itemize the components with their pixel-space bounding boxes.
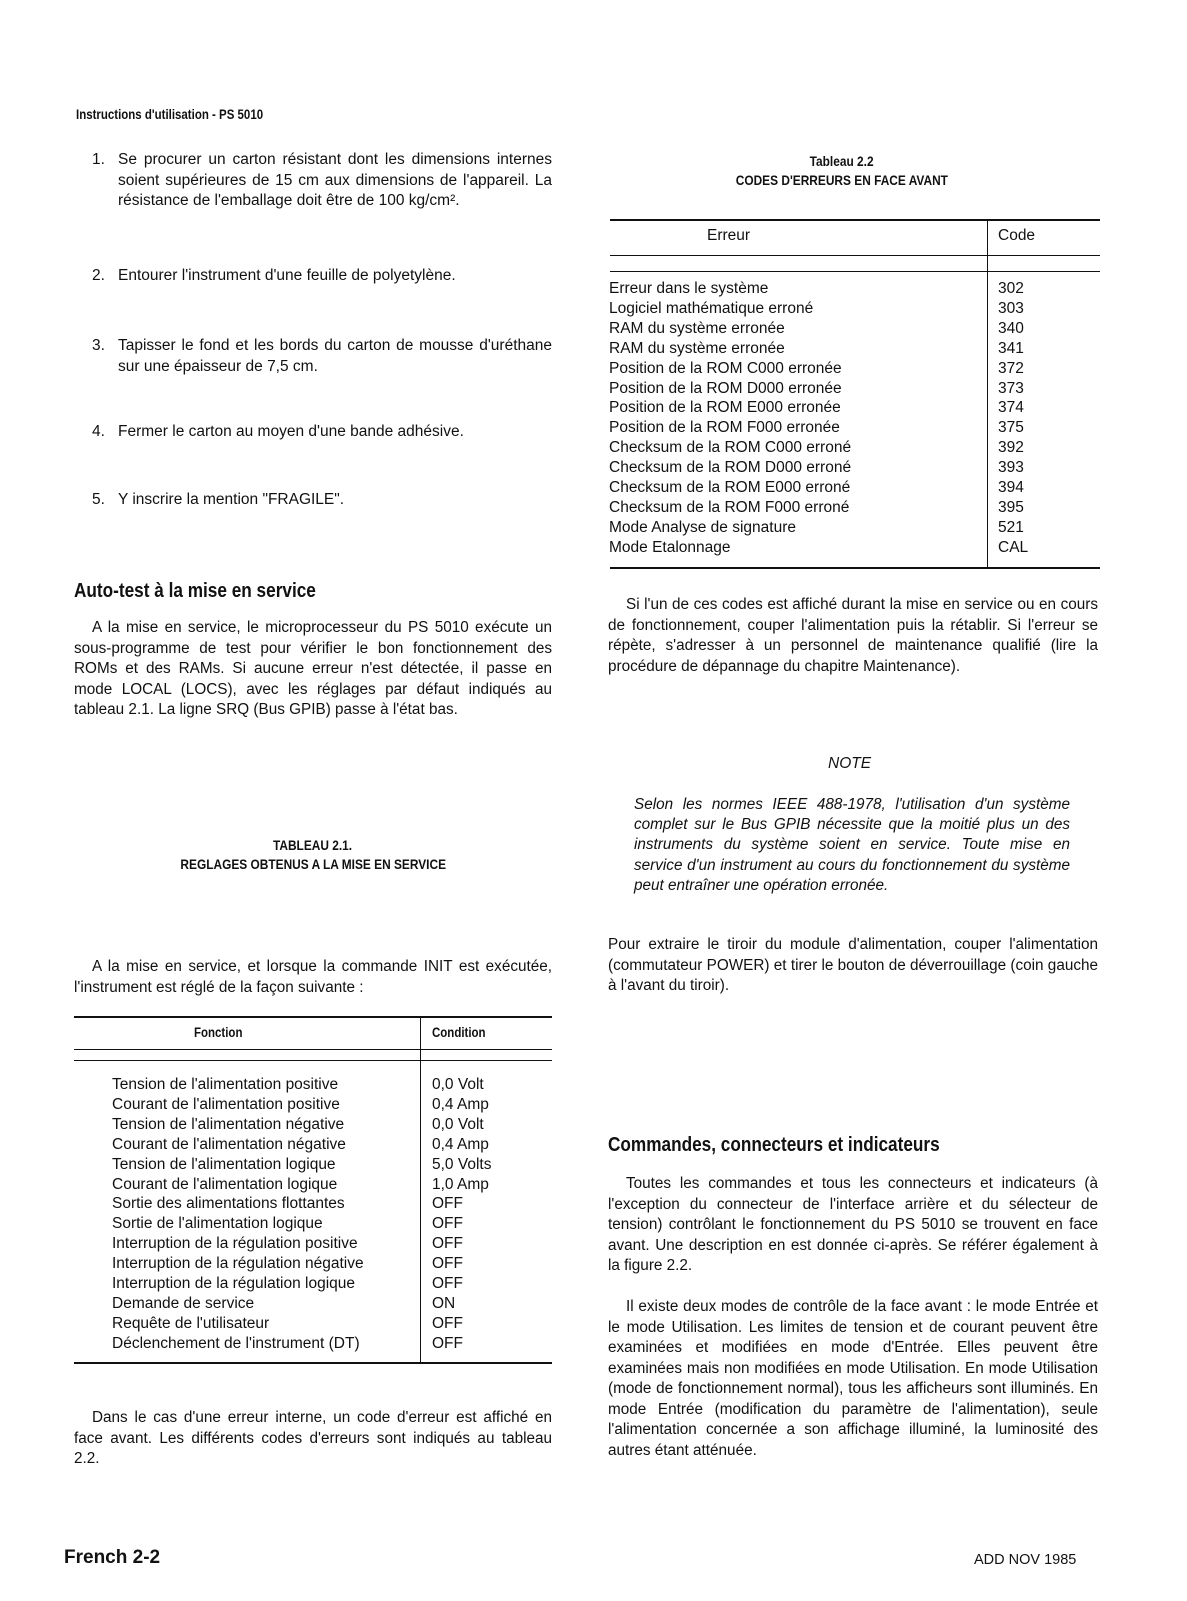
table-cell: 393	[998, 459, 1024, 477]
table-row: Sortie de l'alimentation logique	[112, 1215, 323, 1233]
table22-header-rule2	[610, 271, 1100, 272]
table-row: Tension de l'alimentation logique	[112, 1155, 336, 1173]
table-row: Mode Etalonnage	[609, 538, 731, 556]
step-text: Tapisser le fond et les bords du carton de mousse d'uréthane sur une épaisseur de 7,5 cm.	[118, 337, 552, 375]
table-cell: OFF	[432, 1215, 463, 1233]
table22-caption-line2: CODES D'ERREURS EN FACE AVANT	[735, 172, 949, 188]
step-text: Se procurer un carton résistant dont les dimensions internes soient supérieures de 15 cm aux dimensions de l'appareil. La résistance de l'emballage doit être de 100 kg/cm².	[118, 151, 552, 209]
page-number: French 2-2	[64, 1547, 161, 1568]
table-cell: OFF	[432, 1235, 463, 1253]
commandes-paragraph-2: Il existe deux modes de contrôle de la face avant : le mode Entrée et le mode Utilisation. Les limites de tension et de courant peuvent être examinées et modifiées en mode d'Entrée. Elles peuvent être examinées mais non modifiées en mode Utilisation. En mode Utilisation (mode de fonctionnement normal), tous les afficheurs sont illuminés. En mode Entrée (modification du paramètre de l'alimentation), seule l'alimentation concernée a son affichage illuminé, la luminosité des autres étant atténuée.	[608, 1298, 1098, 1459]
table-cell: 303	[998, 299, 1024, 317]
running-header: Instructions d'utilisation - PS 5010	[76, 106, 264, 122]
table-row: Interruption de la régulation négative	[112, 1255, 364, 1273]
table-row: Checksum de la ROM E000 erroné	[609, 479, 851, 497]
table-cell: 340	[998, 319, 1024, 337]
table-row: Déclenchement de l'instrument (DT)	[112, 1334, 360, 1352]
table22-header-code: Code	[998, 227, 1036, 244]
table22-bottom-rule	[610, 567, 1100, 569]
table21-caption-line2: REGLAGES OBTENUS A LA MISE EN SERVICE	[180, 856, 446, 872]
step-number: 5.	[92, 491, 105, 508]
table-row: Demande de service	[112, 1294, 255, 1312]
table-cell: 372	[998, 359, 1024, 377]
table21-column-divider	[420, 1016, 421, 1363]
autotest-paragraph: A la mise en service, le microprocesseur du PS 5010 exécute un sous-programme de test pour vérifier le bon fonctionnement des ROMs et des RAMs. Si aucune erreur n'est détectée, il passe en mode LOCAL (LOCS), avec les réglages par défaut indiqués au tableau 2.1. La ligne SRQ (Bus GPIB) passe à l'état bas.	[74, 619, 552, 718]
table-row: Interruption de la régulation positive	[112, 1235, 358, 1253]
table22-column-divider	[987, 219, 988, 568]
table21-caption	[74, 836, 552, 874]
table22-caption	[610, 152, 1074, 190]
table-cell: 302	[998, 280, 1024, 297]
table-cell: 374	[998, 399, 1024, 417]
revision-date: ADD NOV 1985	[974, 1552, 1077, 1568]
table21-intro: A la mise en service, et lorsque la commande INIT est exécutée, l'instrument est réglé de la façon suivante :	[74, 958, 552, 996]
table22-code-column	[998, 279, 1028, 558]
table-cell: 394	[998, 479, 1024, 497]
table-cell: 392	[998, 439, 1024, 457]
step-number: 4.	[92, 423, 105, 440]
table22-caption-line1: Tableau 2.2	[810, 153, 874, 169]
table-cell: 373	[998, 379, 1024, 397]
step-text: Entourer l'instrument d'une feuille de polyetylène.	[118, 267, 456, 284]
table21-header-condition: Condition	[432, 1024, 486, 1040]
table21-top-rule	[74, 1016, 552, 1018]
table-cell: OFF	[432, 1275, 463, 1293]
table-cell: 0,4 Amp	[432, 1135, 489, 1153]
table21-header-function: Fonction	[194, 1024, 243, 1040]
table-cell: 395	[998, 498, 1024, 516]
table-row: Courant de l'alimentation positive	[112, 1095, 340, 1113]
table-cell: OFF	[432, 1314, 463, 1332]
table-row: Checksum de la ROM D000 erroné	[609, 459, 852, 477]
table-row: Courant de l'alimentation négative	[112, 1135, 346, 1153]
table-row: Position de la ROM E000 erronée	[609, 399, 841, 417]
step-number: 1.	[92, 151, 105, 168]
table21-function-column	[112, 1075, 364, 1354]
step-item	[92, 490, 552, 511]
table-row: Checksum de la ROM C000 erroné	[609, 439, 852, 457]
table22-error-column	[609, 279, 851, 558]
table-cell: OFF	[432, 1334, 463, 1352]
table21-caption-line1: TABLEAU 2.1.	[273, 837, 353, 853]
table-row: Erreur dans le système	[609, 280, 769, 297]
table-row: Tension de l'alimentation positive	[112, 1076, 339, 1093]
table-row: Requête de l'utilisateur	[112, 1314, 270, 1332]
table21-header-rule2	[74, 1060, 552, 1061]
step-item	[92, 266, 552, 287]
commandes-paragraph-1: Toutes les commandes et tous les connecteurs et indicateurs (à l'exception du connecteur de l'interface arrière et du sélecteur de tension) contrôlant le fonctionnement du PS 5010 se trouvent en face avant. Une description en est donnée ci-après. Se référer également à la figure 2.2.	[608, 1175, 1098, 1274]
table21-condition-column	[432, 1075, 491, 1354]
table-row: Logiciel mathématique erroné	[609, 299, 814, 317]
table-row: Position de la ROM D000 erronée	[609, 379, 842, 397]
table-cell: OFF	[432, 1195, 463, 1213]
step-item	[92, 336, 552, 377]
table-row: RAM du système erronée	[609, 339, 785, 357]
note-text: Selon les normes IEEE 488-1978, l'utilisation d'un système complet sur le Bus GPIB nécessite que la moitié plus un des instruments du système soient en service. Toute mise en service d'un instrument au cours du fonctionnement du système peut entraîner une opération erronée.	[634, 796, 1070, 894]
packing-steps	[92, 150, 552, 511]
table-cell: CAL	[998, 538, 1029, 556]
table-cell: 521	[998, 518, 1024, 536]
table21-bottom-rule	[74, 1362, 552, 1364]
section-heading-autotest: Auto-test à la mise en service	[74, 580, 316, 602]
step-item	[92, 150, 552, 232]
table-cell: OFF	[432, 1255, 463, 1273]
table-row: Tension de l'alimentation négative	[112, 1115, 345, 1133]
step-number: 2.	[92, 267, 105, 284]
table-row: Mode Analyse de signature	[609, 518, 796, 536]
extraction-paragraph: Pour extraire le tiroir du module d'alimentation, couper l'alimentation (commutateur POWER) et tirer le bouton de déverrouillage (coin gauche à l'avant du tiroir).	[608, 936, 1098, 994]
step-item	[92, 422, 552, 443]
table-row: Position de la ROM C000 erronée	[609, 359, 842, 377]
table-cell: 0,4 Amp	[432, 1095, 489, 1113]
table-cell: 0,0 Volt	[432, 1115, 484, 1133]
table21-header-rule	[74, 1049, 552, 1050]
table22-top-rule	[610, 219, 1100, 221]
table-cell: 5,0 Volts	[432, 1155, 492, 1173]
step-text: Y inscrire la mention "FRAGILE".	[118, 491, 345, 508]
table-row: Checksum de la ROM F000 erroné	[609, 498, 850, 516]
table-cell: 0,0 Volt	[432, 1076, 484, 1093]
note-title: NOTE	[828, 755, 872, 772]
table-row: Sortie des alimentations flottantes	[112, 1195, 345, 1213]
table21-after-paragraph: Dans le cas d'une erreur interne, un code d'erreur est affiché en face avant. Les différents codes d'erreurs sont indiqués au tableau 2.2.	[74, 1409, 552, 1467]
table22-header-error: Erreur	[707, 227, 751, 244]
table-cell: 1,0 Amp	[432, 1175, 489, 1193]
step-text: Fermer le carton au moyen d'une bande adhésive.	[118, 423, 464, 440]
table-row: Courant de l'alimentation logique	[112, 1175, 338, 1193]
table-row: Position de la ROM F000 erronée	[609, 419, 840, 437]
table22-after-paragraph: Si l'un de ces codes est affiché durant la mise en service ou en cours de fonctionnement, couper l'alimentation puis la rétablir. Si l'erreur se répète, s'adresser à un personnel de maintenance qualifié (lire la procédure de dépannage du chapitre Maintenance).	[608, 596, 1098, 675]
table-row: Interruption de la régulation logique	[112, 1275, 356, 1293]
table-cell: 341	[998, 339, 1024, 357]
table-cell: 375	[998, 419, 1024, 437]
table-row: RAM du système erronée	[609, 319, 785, 337]
table-cell: ON	[432, 1294, 456, 1312]
section-heading-commandes: Commandes, connecteurs et indicateurs	[608, 1134, 940, 1156]
table22-header-rule	[610, 255, 1100, 256]
step-number: 3.	[92, 337, 105, 354]
